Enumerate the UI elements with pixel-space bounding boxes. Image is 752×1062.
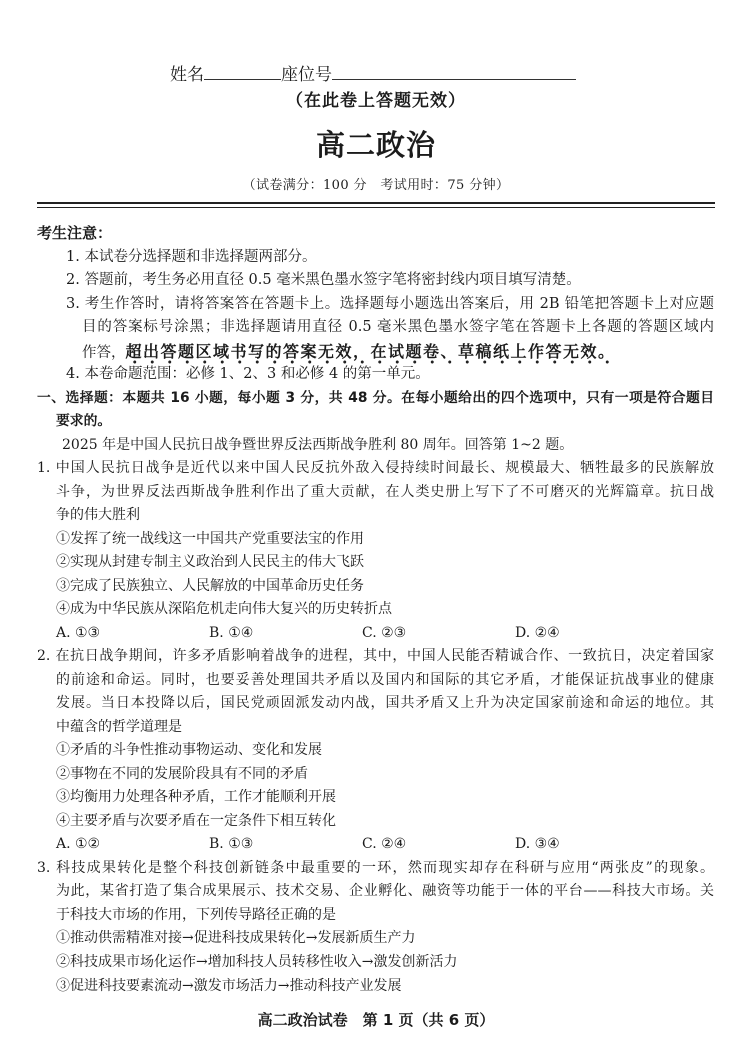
question-stem-line: 为此，某省打造了集合成果展示、技术交易、企业孵化、融资等功能于一体的平台——科技大市场。关	[56, 883, 714, 900]
notice-item-3-line: 3. 考生作答时，请将答案答在答题卡上。选择题每小题选出答案后，用 2B 铅笔把答题卡上对应题	[66, 295, 714, 312]
page-footer: 高二政治试卷 第 1 页（共 6 页）	[257, 1011, 495, 1029]
notice-heading: 考生注意：	[37, 224, 113, 242]
seat-label: 座位号	[281, 65, 332, 85]
option-a: A. ①③	[56, 624, 101, 641]
notice-emphasis: 超出答题区域书写的答案无效，在试题卷、草稿纸上作答无效。	[126, 342, 616, 365]
candidate-info-row	[170, 64, 576, 86]
question-1	[37, 457, 714, 645]
question-stem-line: 中蕴含的哲学道理是	[56, 718, 182, 735]
question-stem-line: 发展。当日本投降以后，国民党顽固派发动内战，国共矛盾又上升为决定国家前途和命运的地位。其	[56, 695, 714, 712]
question-stem-line: 1. 中国人民抗日战争是近代以来中国人民反抗外敌入侵持续时间最长、规模最大、牺牲最多的民族解放	[37, 460, 714, 477]
question-stem-line: 斗争，为世界反法西斯战争胜利作出了重大贡献，在人类史册上写下了不可磨灭的光辉篇章。抗日战	[56, 483, 714, 500]
name-blank	[204, 64, 281, 80]
notice-item-1: 1. 本试卷分选择题和非选择题两部分。	[66, 248, 317, 265]
name-label: 姓名	[170, 65, 204, 85]
invalid-note: （在此卷上答题无效）	[286, 91, 466, 111]
seat-blank	[332, 64, 576, 80]
exam-body	[37, 222, 714, 998]
option-c: C. ②③	[362, 624, 407, 641]
statement-1: ①推动供需精准对接→促进科技成果转化→发展新质生产力	[56, 930, 416, 947]
material-intro: 2025 年是中国人民抗日战争暨世界反法西斯战争胜利 80 周年。回答第 1~2 题。	[62, 436, 574, 453]
statement-3: ③促进科技要素流动→激发市场活力→推动科技产业发展	[56, 977, 402, 994]
notice-item-3-line	[37, 340, 714, 364]
statement-1: ①矛盾的斗争性推动事物运动、变化和发展	[56, 742, 322, 759]
options-row	[37, 622, 714, 646]
question-stem-line: 的前途和命运。同时，也要妥善处理国共矛盾以及国内和国际的其它矛盾，才能保证抗战事业的健康	[56, 671, 714, 688]
question-stem-line: 于科技大市场的作用，下列传导路径正确的是	[56, 906, 336, 923]
statement-2: ②事物在不同的发展阶段具有不同的矛盾	[56, 765, 308, 782]
options-row	[37, 833, 714, 857]
section-choice	[37, 387, 714, 458]
statement-4: ④主要矛盾与次要矛盾在一定条件下相互转化	[56, 812, 336, 829]
header-rule-thick	[37, 202, 715, 204]
exam-info: （试卷满分：100 分 考试用时：75 分钟）	[242, 178, 510, 193]
notice-item-4: 4. 本卷命题范围：必修 1、2、3 和必修 4 的第一单元。	[66, 366, 430, 383]
statement-3: ③完成了民族独立、人民解放的中国革命历史任务	[56, 577, 364, 594]
statement-4: ④成为中华民族从深陷危机走向伟大复兴的历史转折点	[56, 601, 392, 618]
option-d: D. ②④	[515, 624, 560, 641]
question-2	[37, 645, 714, 857]
question-3	[37, 857, 714, 998]
header-rule-thin	[37, 207, 715, 208]
notice-block	[37, 222, 714, 387]
notice-item-2: 2. 答题前，考生务必用直径 0.5 毫米黑色墨水签字笔将密封线内项目填写清楚。	[66, 272, 581, 289]
option-b: B. ①③	[209, 836, 254, 853]
statement-2: ②科技成果市场化运作→增加科技人员转移性收入→激发创新活力	[56, 953, 458, 970]
page-title: 高二政治	[315, 128, 436, 162]
statement-3: ③均衡用力处理各种矛盾，工作才能顺利开展	[56, 789, 336, 806]
option-a: A. ①②	[56, 836, 101, 853]
section-heading-cont: 要求的。	[56, 413, 112, 430]
question-stem-line: 2. 在抗日战争期间，许多矛盾影响着战争的进程，其中，中国人民能否精诚合作、一致抗日，决定着国家	[37, 648, 714, 665]
question-stem-line: 争的伟大胜利	[56, 507, 140, 524]
notice-item-3-line: 目的答案标号涂黑；非选择题请用直径 0.5 毫米黑色墨水签字笔在答题卡上各题的答题区域内	[82, 319, 714, 336]
section-heading: 一、选择题：本题共 16 小题，每小题 3 分，共 48 分。在每小题给出的四个选项中，只有一项是符合题目	[37, 389, 714, 406]
option-b: B. ①④	[209, 624, 254, 641]
statement-2: ②实现从封建专制主义政治到人民民主的伟大飞跃	[56, 554, 364, 571]
option-d: D. ③④	[515, 836, 560, 853]
statement-1: ①发挥了统一战线这一中国共产党重要法宝的作用	[56, 530, 364, 547]
notice-item-3-text: 作答，	[82, 344, 126, 361]
option-c: C. ②④	[362, 836, 407, 853]
question-stem-line: 3. 科技成果转化是整个科技创新链条中最重要的一环，然而现实却存在科研与应用“两张皮”的现象。	[37, 859, 714, 876]
